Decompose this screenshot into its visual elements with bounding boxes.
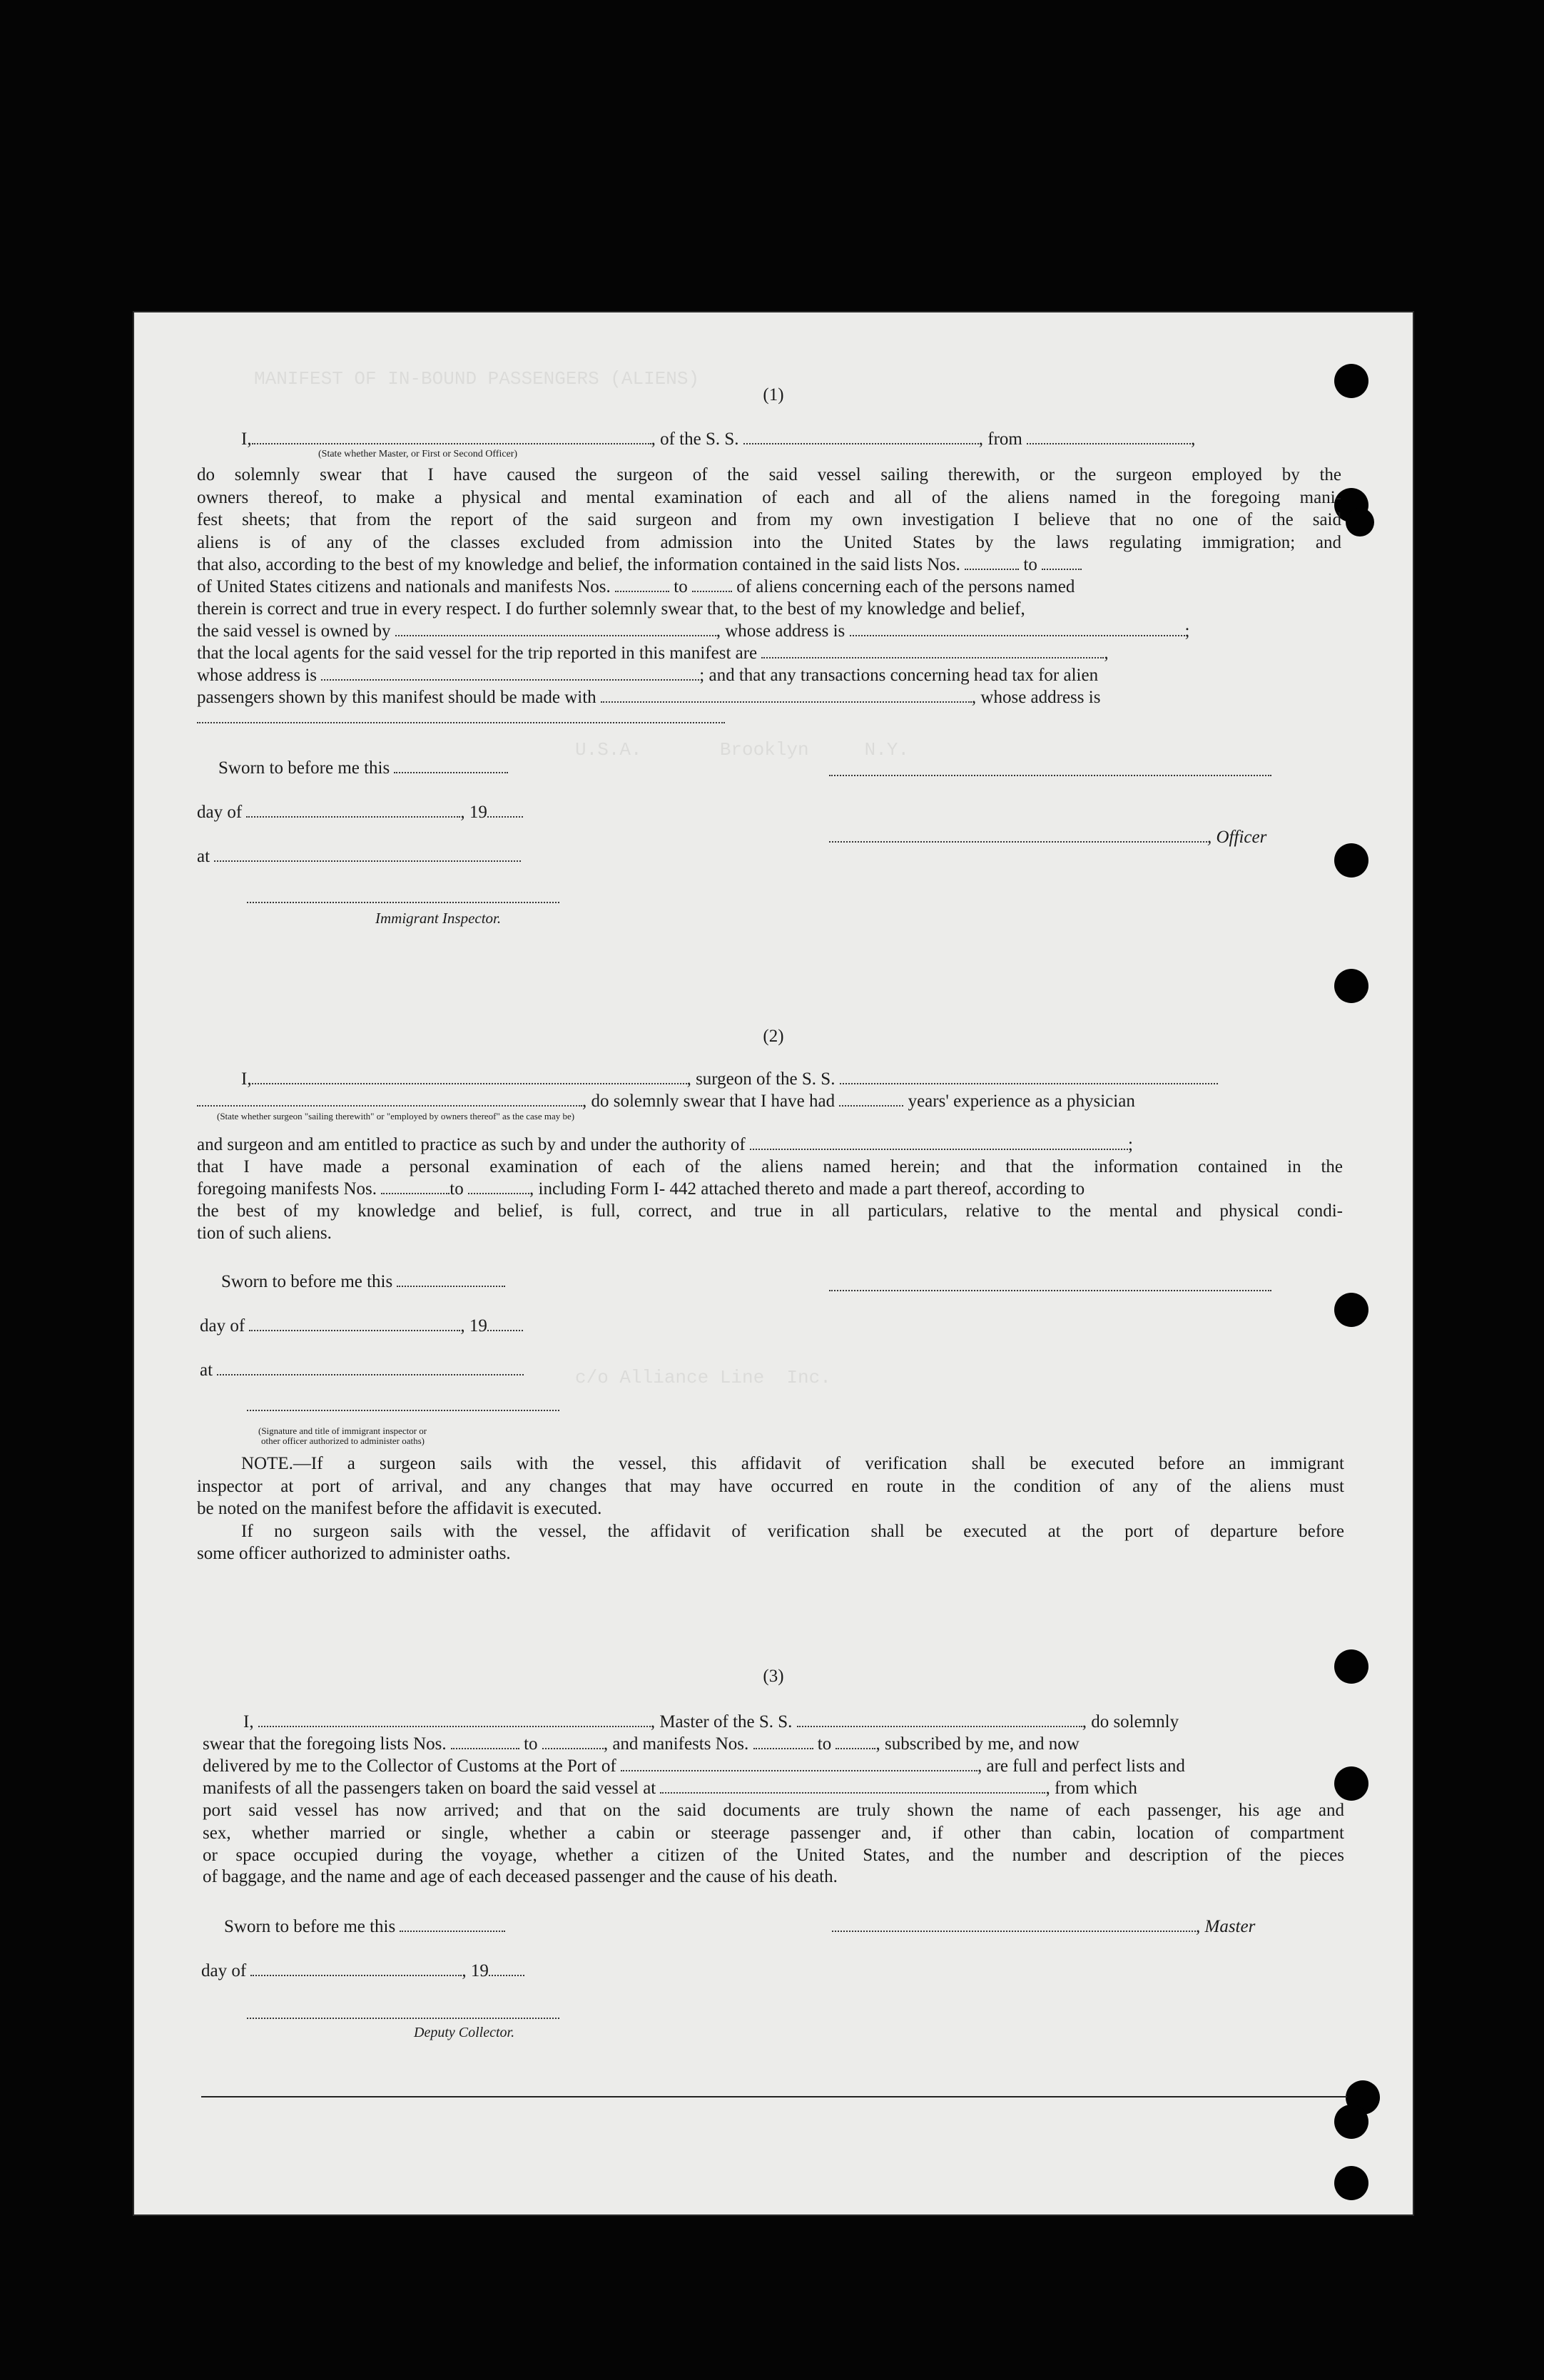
at-label: at <box>197 845 521 868</box>
sworn-label: Sworn to before me this <box>218 757 508 779</box>
oath-line: swear that the foregoing lists Nos. to , and manifests Nos. to , subscribed by me, and now <box>203 1734 1080 1754</box>
oath-line: whose address is ; and that any transactions concerning head tax for alien <box>197 666 1099 685</box>
oath-line: manifests of all the passengers taken on board the said vessel at , from which <box>203 1779 1137 1798</box>
oath-line: I, , surgeon of the S. S. <box>241 1068 1218 1090</box>
bottom-rule <box>201 2096 1347 2097</box>
field-caption: (State whether Master, or First or Second Officer) <box>318 449 518 459</box>
oath-line: tion of such aliens. <box>197 1224 332 1243</box>
oath-line: I, , of the S. S. , from , <box>241 429 1196 449</box>
oath-line: that also, according to the best of my knowledge and belief, the information contained in the said lists Nos. to <box>197 554 1082 576</box>
section-number: (2) <box>763 1027 784 1046</box>
signature-line <box>829 775 1271 776</box>
note-block: NOTE.—If a surgeon sails with the vessel, this affidavit of verification shall be executed before an immigrant inspector at port of arrival, and any changes that may have occurred en route in the condition of any of the aliens must be noted on the manifest before the affidavit is executed. If no surgeon sails with the vessel, the affidavit of verification shall be executed at the port of departure before some officer authorized to administer oaths. <box>197 1454 1344 1563</box>
officer-signature: , Officer <box>829 826 1266 848</box>
day-of-label: day of , 19 <box>197 801 523 823</box>
field-caption: (State whether surgeon "sailing therewith" or "employed by owners thereof" as the case may be) <box>217 1111 575 1122</box>
inspector-caption: Immigrant Inspector. <box>375 910 502 927</box>
bleed-through-text: U.S.A. Brooklyn N.Y. <box>575 739 910 761</box>
at-label: at <box>200 1359 524 1381</box>
sworn-label: Sworn to before me this <box>224 1916 505 1938</box>
oath-line: therein is correct and true in every respect. I do further solemnly swear that, to the best of my knowledge and belief, <box>197 599 1025 619</box>
oath-line: delivered by me to the Collector of Customs at the Port of , are full and perfect lists and <box>203 1756 1185 1776</box>
oath-line: the best of my knowledge and belief, is full, correct, and true in all particulars, relative to the mental and physical condi- <box>197 1201 1343 1221</box>
oath-line: the said vessel is owned by , whose address is ; <box>197 621 1190 641</box>
signature-line <box>829 1290 1271 1291</box>
binder-hole <box>1334 2105 1368 2139</box>
oath-line: of baggage, and the name and age of each deceased passenger and the cause of his death. <box>203 1867 838 1886</box>
bleed-through-text: c/o Alliance Line Inc. <box>575 1367 831 1388</box>
fill-line <box>197 722 725 723</box>
signature-caption: (Signature and title of immigrant inspector or <box>258 1425 427 1436</box>
oath-line: and surgeon and am entitled to practice as such by and under the authority of ; <box>197 1135 1133 1154</box>
section-number: (3) <box>763 1667 784 1686</box>
signature-caption: other officer authorized to administer oaths) <box>261 1435 425 1446</box>
binder-hole <box>1334 1293 1368 1327</box>
binder-hole <box>1334 1766 1368 1801</box>
oath-line: , do solemnly swear that I have had years' experience as a physician <box>197 1090 1135 1112</box>
day-of-label: day of , 19 <box>201 1960 524 1982</box>
binder-hole <box>1334 2166 1368 2200</box>
oath-line: that I have made a personal examination of each of the aliens named herein; and that the information contained in the <box>197 1157 1343 1176</box>
sworn-label: Sworn to before me this <box>221 1271 505 1293</box>
day-of-label: day of , 19 <box>200 1315 523 1337</box>
oath-body: port said vessel has now arrived; and that on the said documents are truly shown the name of each passenger, his age and sex, whether married or single, whether a cabin or steerage passenger and, if other than cabin, location of compartment or space occupied during the voyage, whether a citizen of the United States, and the number and description of the pieces <box>203 1801 1344 1865</box>
oath-body: do solemnly swear that I have caused the surgeon of the said vessel sailing therewith, or the surgeon employed by the owners thereof, to make a physical and mental examination of each and all of the aliens named in the foregoing mani- fest sheets; that from the report of the said surgeon and from my own investigation I believe that no one of the said aliens is of any of the classes excluded from admission into the United States by the laws regulating immigration; and <box>197 465 1341 552</box>
binder-hole <box>1346 508 1374 536</box>
signature-line <box>247 902 559 903</box>
oath-line: of United States citizens and nationals and manifests Nos. to of aliens concerning each of the persons named <box>197 577 1075 596</box>
oath-line: that the local agents for the said vessel for the trip reported in this manifest are , <box>197 644 1109 663</box>
oath-line: foregoing manifests Nos. to , including Form I- 442 attached thereto and made a part thereof, according to <box>197 1179 1085 1199</box>
bleed-through-text: MANIFEST OF IN-BOUND PASSENGERS (ALIENS) <box>254 368 700 390</box>
deputy-caption: Deputy Collector. <box>414 2025 515 2040</box>
section-number: (1) <box>763 385 784 405</box>
signature-line <box>247 1410 559 1411</box>
signature-line <box>247 2018 559 2019</box>
binder-hole <box>1334 843 1368 878</box>
manifest-affidavit-sheet <box>133 311 1414 2216</box>
oath-line: passengers shown by this manifest should be made with , whose address is <box>197 688 1101 707</box>
master-signature: , Master <box>832 1916 1255 1938</box>
oath-line: I, , Master of the S. S. , do solemnly <box>243 1712 1179 1731</box>
binder-hole <box>1334 969 1368 1003</box>
